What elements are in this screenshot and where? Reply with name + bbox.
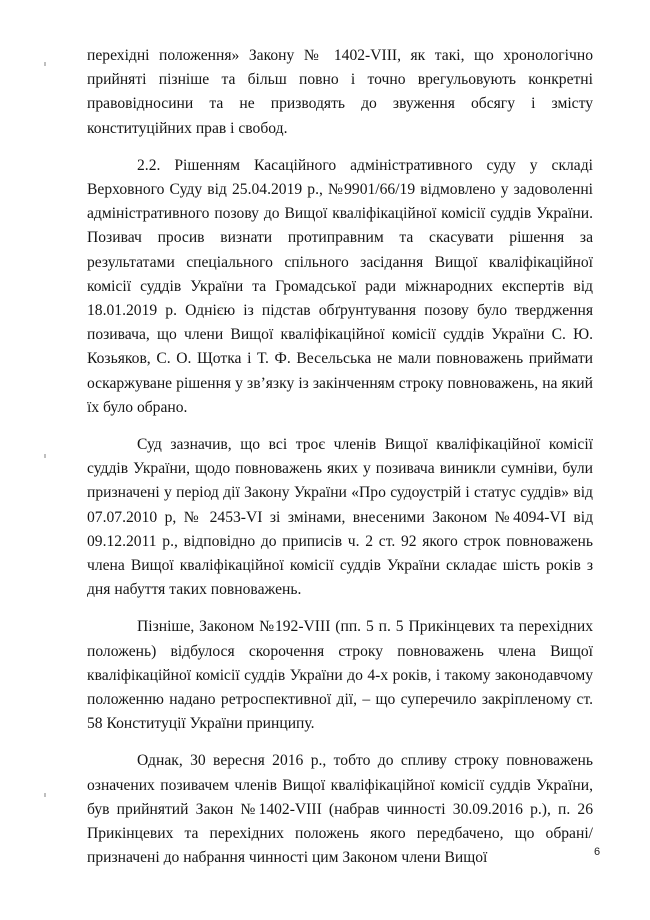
paragraph-court-noted: Суд зазначив, що всі троє членів Вищої кваліфікаційної комісії суддів України, щодо повноважень яких у позивача виникли сумніви, були призначені у період дії Закону України «Про судоустрій і статус суддів» від 07.07.2010 р, № 2453-VI зі змінами, внесеними Законом №4094-VI від 09.12.2011 р., відповідно до приписів ч. 2 ст. 92 якого строк повноважень члена Вищої кваліфікаційної комісії суддів України складає шість років з дня набуття таких повноважень. bbox=[87, 436, 593, 599]
scan-mark bbox=[44, 793, 46, 797]
paragraph-later-law: Пізніше, Законом №192-VIII (пп. 5 п. 5 Прикінцевих та перехідних положень) відбулося скорочення строку повноважень члена Вищої кваліфікаційної комісії суддів України до 4-х років, і такому законодавчому положенню надано ретроспективної дії, – що суперечило закріпленому ст. 58 Конституції України принципу. bbox=[87, 618, 593, 733]
paragraph-continuation: перехідні положення» Закону № 1402-VIII, як такі, що хронологічно прийняті пізніше та більш повно і точно врегульовують конкретні правовідносини та не призводять до звуження обсягу і змісту конституційних прав і свобод. bbox=[87, 47, 593, 137]
document-body bbox=[87, 44, 593, 871]
scan-mark bbox=[44, 62, 46, 66]
paragraph-section-2-2: 2.2. Рішенням Касаційного адміністративного суду у складі Верховного Суду від 25.04.2019 р., №9901/66/19 відмовлено у задоволенні адміністративного позову до Вищої кваліфікаційної комісії суддів України. Позивач просив визнати протиправним та скасувати рішення за результатами спеціального спільного засідання Вищої кваліфікаційної комісії суддів України та Громадської ради міжнародних експертів від 18.01.2019 р. Однією із підстав обґрунтування позову було твердження позивача, що члени Вищої кваліфікаційної комісії суддів України С. Ю. Козьяков, С. О. Щотка і Т. Ф. Весельська не мали повноважень приймати оскаржуване рішення у зв’язку із закінченням строку повноважень, на який їх було обрано. bbox=[87, 156, 593, 416]
paragraph-however: Однак, 30 вересня 2016 р., тобто до спливу строку повноважень означених позивачем членів Вищої кваліфікаційної комісії суддів України, був прийнятий Закон №1402-VIII (набрав чинності 30.09.2016 р.), п. 26 Прикінцевих та перехідних положень якого передбачено, що обрані/призначені до набрання чинності цим Законом члени Вищої bbox=[87, 752, 593, 867]
page-number: 6 bbox=[594, 846, 601, 858]
scan-mark bbox=[44, 454, 46, 458]
